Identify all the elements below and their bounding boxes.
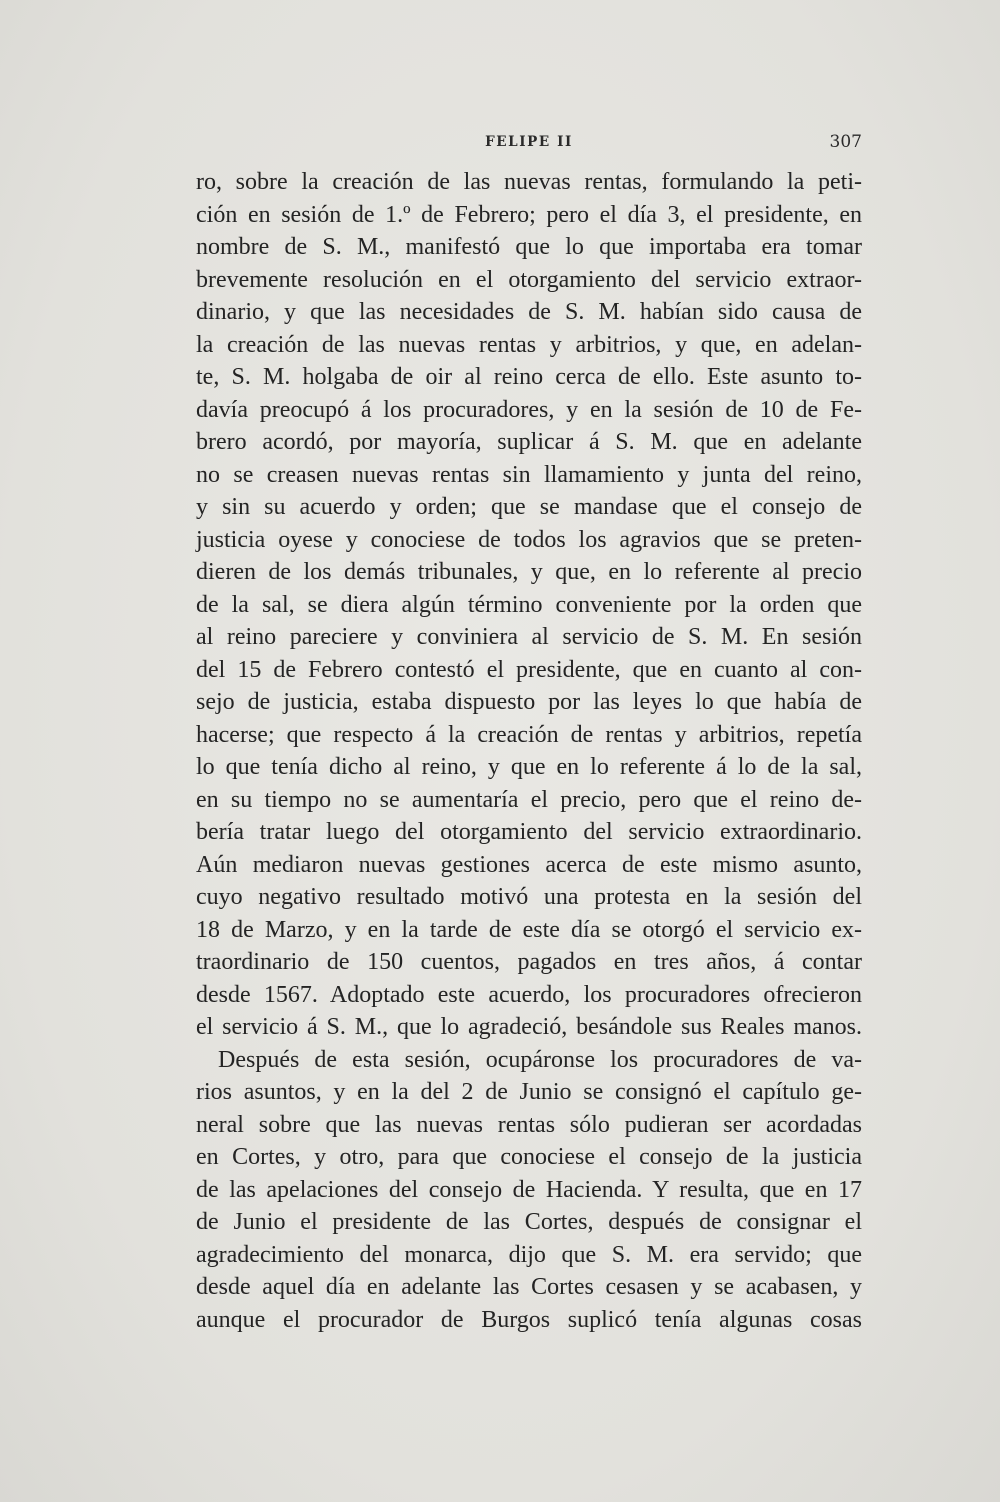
text-line: de la sal, se diera algún término conveniente por la orden que: [196, 591, 862, 618]
text-line: nombre de S. M., manifestó que lo que importaba era tomar: [196, 234, 862, 260]
text-line: bería tratar luego del otorgamiento del servicio extraordinario.: [196, 819, 862, 845]
text-line: de las apelaciones del consejo de Hacienda. Y resulta, que en 17: [196, 1176, 862, 1203]
page-number: 307: [829, 132, 862, 152]
text-line: en su tiempo no se aumentaría el precio, pero que el reino de-: [196, 786, 862, 813]
text-line: davía preocupó á los procuradores, y en la sesión de 10 de Fe-: [196, 396, 862, 423]
text-line: no se creasen nuevas rentas sin llamamiento y junta del reino,: [196, 461, 862, 488]
text-line: justicia oyese y conociese de todos los agravios que se preten-: [196, 526, 862, 553]
text-line: ción en sesión de 1.º de Febrero; pero el día 3, el presidente, en: [196, 201, 862, 228]
text-line: aunque el procurador de Burgos suplicó tenía algunas cosas: [196, 1306, 862, 1333]
running-head: [196, 134, 862, 156]
text-line: neral sobre que las nuevas rentas sólo pudieran ser acordadas: [196, 1111, 862, 1138]
text-line: 18 de Marzo, y en la tarde de este día se otorgó el servicio ex-: [196, 916, 862, 943]
text-line: agradecimiento del monarca, dijo que S. M. era servido; que: [196, 1241, 862, 1268]
text-line: traordinario de 150 cuentos, pagados en tres años, á contar: [196, 949, 862, 975]
text-line: hacerse; que respecto á la creación de rentas y arbitrios, repetía: [196, 721, 862, 748]
text-line: sejo de justicia, estaba dispuesto por las leyes lo que había de: [196, 689, 862, 715]
text-line: del 15 de Febrero contestó el presidente, que en cuanto al con-: [196, 656, 862, 683]
text-line: y sin su acuerdo y orden; que se mandase que el consejo de: [196, 494, 862, 520]
text-line: desde aquel día en adelante las Cortes cesasen y se acabasen, y: [196, 1274, 862, 1300]
text-line: desde 1567. Adoptado este acuerdo, los procuradores ofrecieron: [196, 981, 862, 1008]
text-line: te, S. M. holgaba de oir al reino cerca de ello. Este asunto to-: [196, 364, 862, 390]
text-line: cuyo negativo resultado motivó una protesta en la sesión del: [196, 884, 862, 910]
text-line-paragraph-start: Después de esta sesión, ocupáronse los procuradores de va-: [218, 1046, 862, 1073]
text-line: dieren de los demás tribunales, y que, en lo referente al precio: [196, 559, 862, 585]
text-line: en Cortes, y otro, para que conociese el consejo de la justicia: [196, 1144, 862, 1170]
text-line: ro, sobre la creación de las nuevas rentas, formulando la peti-: [196, 169, 862, 195]
text-line: brevemente resolución en el otorgamiento del servicio extraor-: [196, 266, 862, 293]
text-line: brero acordó, por mayoría, suplicar á S. M. que en adelante: [196, 429, 862, 455]
body-text: [196, 166, 862, 1336]
text-line: al reino pareciere y conviniera al servicio de S. M. En sesión: [196, 624, 862, 650]
text-line: lo que tenía dicho al reino, y que en lo referente á lo de la sal,: [196, 754, 862, 780]
text-line: la creación de las nuevas rentas y arbitrios, y que, en adelan-: [196, 331, 862, 358]
text-line: dinario, y que las necesidades de S. M. habían sido causa de: [196, 299, 862, 325]
running-title: FELIPE II: [485, 134, 573, 150]
text-line: Aún mediaron nuevas gestiones acerca de este mismo asunto,: [196, 851, 862, 878]
text-line: de Junio el presidente de las Cortes, después de consignar el: [196, 1209, 862, 1235]
text-line-paragraph-end: el servicio á S. M., que lo agradeció, besándole sus Reales manos.: [196, 1014, 862, 1040]
text-line: rios asuntos, y en la del 2 de Junio se consignó el capítulo ge-: [196, 1079, 862, 1105]
